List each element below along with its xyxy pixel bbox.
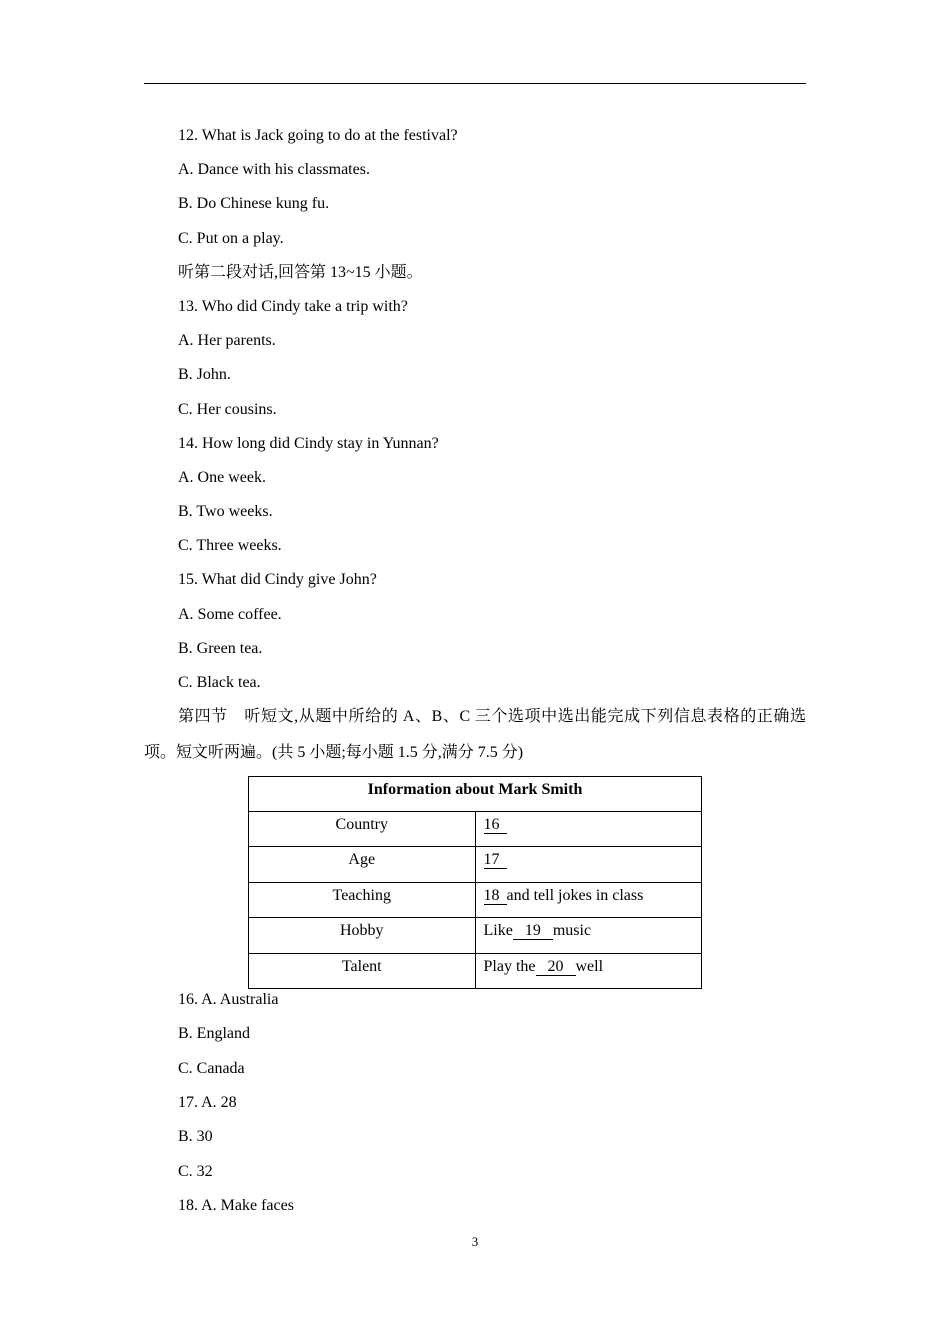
info-table [248, 776, 702, 989]
dialogue-2-instruction: 听第二段对话,回答第 13~15 小题。 [178, 263, 423, 281]
question-14: 14. How long did Cindy stay in Yunnan? [178, 434, 439, 452]
option-13-c: C. Her cousins. [178, 400, 277, 418]
row-label-country: Country [249, 812, 476, 847]
blank-19: 19 [513, 923, 553, 940]
row-label-teaching: Teaching [249, 882, 476, 917]
answer-prefix: Like [483, 922, 513, 940]
option-14-b: B. Two weeks. [178, 503, 273, 521]
answer-suffix: music [552, 922, 592, 940]
blank-17: 17 [484, 852, 507, 869]
option-14-a: A. One week. [178, 468, 266, 486]
option-12-b: B. Do Chinese kung fu. [178, 195, 330, 213]
question-12: 12. What is Jack going to do at the festival? [178, 127, 458, 144]
table-row [249, 812, 702, 847]
question-15: 15. What did Cindy give John? [178, 571, 377, 589]
row-answer-hobby [475, 918, 702, 953]
option-16-b: B. England [178, 1025, 250, 1043]
option-13-b: B. John. [178, 366, 231, 384]
header-rule [144, 83, 806, 84]
table-header-row [249, 777, 702, 812]
option-15-c: C. Black tea. [178, 674, 261, 691]
option-13-a: A. Her parents. [178, 332, 276, 350]
option-17-b: B. 30 [178, 1128, 213, 1146]
question-17-option-a: 17. A. 28 [178, 1093, 237, 1111]
table-row [249, 918, 702, 953]
blank-18: 18 [484, 888, 507, 905]
question-18-option-a: 18. A. Make faces [178, 1196, 294, 1214]
answer-suffix: and tell jokes in class [506, 886, 644, 904]
row-label-age: Age [249, 847, 476, 882]
section4-heading-line2: 项。短文听两遍。(共 5 小题;每小题 1.5 分,满分 7.5 分) [144, 744, 524, 761]
row-label-hobby: Hobby [249, 918, 476, 953]
option-12-a: A. Dance with his classmates. [178, 161, 370, 179]
option-16-c: C. Canada [178, 1059, 245, 1077]
row-label-talent: Talent [249, 953, 476, 988]
option-15-a: A. Some coffee. [178, 605, 282, 623]
option-15-b: B. Green tea. [178, 639, 263, 657]
section4-heading-line1: 第四节 听短文,从题中所给的 A、B、C 三个选项中选出能完成下列信息表格的正确选 [178, 708, 806, 725]
row-answer-age [475, 847, 702, 882]
answer-prefix: Play the [483, 957, 536, 975]
listening-questions-12-15 [178, 119, 806, 700]
blank-16: 16 [484, 817, 507, 834]
row-answer-country [475, 812, 702, 847]
answer-suffix: well [575, 957, 604, 975]
row-answer-teaching [475, 882, 702, 917]
blank-20: 20 [536, 959, 576, 976]
table-row [249, 847, 702, 882]
option-12-c: C. Put on a play. [178, 229, 284, 247]
listening-questions-16-18 [178, 983, 806, 1223]
option-14-c: C. Three weeks. [178, 537, 282, 555]
question-16-option-a: 16. A. Australia [178, 991, 279, 1008]
question-13: 13. Who did Cindy take a trip with? [178, 297, 408, 315]
table-title: Information about Mark Smith [249, 777, 702, 812]
page-number: 3 [471, 1234, 479, 1249]
table-row [249, 882, 702, 917]
option-17-c: C. 32 [178, 1162, 213, 1180]
